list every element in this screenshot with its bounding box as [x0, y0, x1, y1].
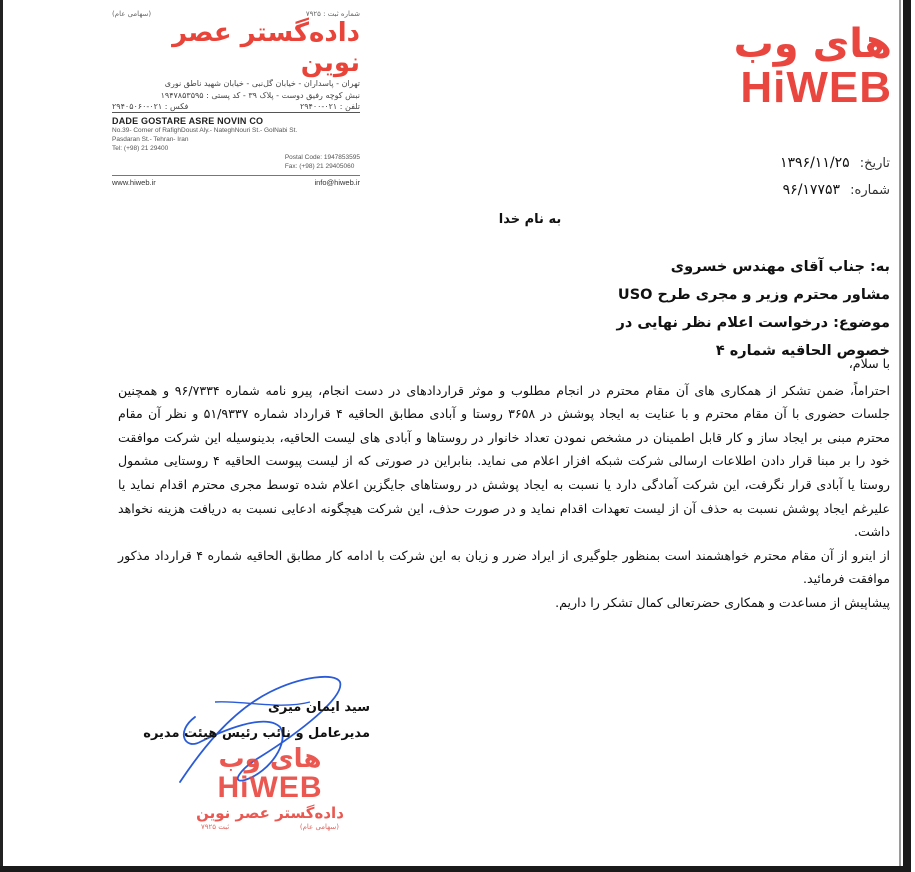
bismillah: به نام خدا: [498, 212, 562, 227]
letterhead-brand-en: DADE GOSTARE ASRE NOVIN CO: [112, 116, 264, 126]
signature-block: [120, 695, 370, 747]
hiweb-logo-en: HiWEB: [740, 63, 892, 112]
letterhead-address-en: [112, 126, 360, 153]
letterhead-web-row: [112, 175, 360, 187]
letterhead-reg-row: [112, 10, 360, 18]
date-value: ۱۳۹۶/۱۱/۲۵: [780, 155, 850, 171]
letter-body: [118, 352, 890, 615]
letterhead-tel-en: Tel: (+98) 21 29400: [112, 145, 169, 152]
letterhead-website: www.hiweb.ir: [112, 178, 156, 187]
letterhead-brand-fa: داده‌گستر عصر نوین: [172, 18, 360, 78]
letterhead-address-en-1: No.39- Corner of RafighDoust Aly.- NateghNouri St.- GolNabi St.: [112, 127, 298, 134]
stamp-type: (سهامی عام): [299, 823, 339, 831]
scan-border-bottom: [0, 866, 905, 872]
scan-border-right-inner: [899, 0, 901, 872]
letterhead-tel-row: [112, 102, 360, 113]
scan-border-left: [0, 0, 3, 872]
stamp-logo-en: HiWEB: [217, 771, 323, 804]
body-closing: پیشاپیش از مساعدت و همکاری حضرتعالی کمال تشکر را داریم.: [555, 594, 890, 610]
number-value: ۹۶/۱۷۷۵۳: [782, 182, 841, 198]
letterhead-address-en-right: [112, 153, 360, 171]
signatory-name: سید ایمان میری: [267, 700, 370, 715]
addressee-to: به: جناب آقای مهندس خسروی: [670, 259, 890, 275]
signatory-title: مدیرعامل و نائب رئیس هیئت مدیره: [143, 726, 370, 741]
hiweb-logo-fa: های وب: [733, 21, 892, 67]
date-label: تاریخ:: [859, 156, 890, 171]
stamp-footer: [195, 823, 345, 831]
addressee-role: مشاور محترم وزیر و مجری طرح USO: [617, 287, 890, 303]
number-row: [700, 177, 890, 204]
letterhead-address-fa: تهران - پاسداران - خیابان گل‌نبی - خیابان شهید ناطق نوری: [164, 79, 360, 88]
letterhead: [112, 10, 360, 187]
letter-subject: موضوع: درخواست اعلام نظر نهایی در خصوص الحاقیه شماره ۴: [616, 315, 890, 359]
letterhead-email: info@hiweb.ir: [314, 178, 360, 187]
number-label: شماره:: [850, 183, 890, 198]
body-paragraph-1: احتراماً، ضمن تشکر از همکاری های آن مقام محترم در انجام مطلوب و موثر قراردادهای در دست انجام، پیرو نامه شماره ۹۶/۷۳۳۴ و همچنین جلسات حضوری با آن مقام محترم و با عنایت به ایجاد پوشش در ۳۶۵۸ روستا و آبادی مطابق الحاقیه ۴ قرارداد شماره ۵۱/۹۳۳۷ و نظر آن مقام محترم مبنی بر ایجاد ساز و کار قابل اطمینان در مشخص نمودن تعداد خانوار در روستاها و آبادی های لیست الحاقیه، بدینوسیله این شرکت موافقت خود را بر مبنا قرار دادن اطلاعات ارسالی شرکت شبکه افزار اعلام می نماید. بنابراین در صورتی که از لیست پیوست الحاقیه ۴ روستایی مشمول روستا یا آبادی قرار نگرفت، این شرکت آمادگی دارد یا نسبت به ایجاد پوشش در روستاهای جایگزین اعلام شده توسط مجری محترم اقدام نماید یا علیرغم ایجاد پوشش نسبت به حذف آن از لیست تعهدات اقدام نماید و در صورت حذف، این شرکت هیچگونه ادعایی نسبت به دریافت هزینه نخواهد داشت.: [118, 382, 891, 540]
body-paragraph-2: از اینرو از آن مقام محترم خواهشمند است بمنظور جلوگیری از ایراد ضرر و زیان به این شرکت با ادامه کار مطابق الحاقیه شماره ۴ قرارداد مذکور موافقت فرمائید.: [118, 547, 891, 587]
stamp-logo-fa: های وب: [218, 744, 322, 774]
letterhead-fax-en: Fax: (+98) 21 29405060: [284, 163, 355, 170]
addressee-block: [560, 253, 890, 365]
company-stamp: [195, 745, 345, 831]
scan-border-right: [903, 0, 911, 872]
greeting: با سلام،: [848, 356, 890, 371]
letterhead-reg: شماره ثبت : ۷۹۲۵: [305, 10, 360, 18]
letter-meta: [700, 150, 890, 204]
date-row: [700, 150, 890, 177]
stamp-company: داده‌گستر عصر نوین: [196, 804, 344, 822]
stamp-reg: ثبت ۷۹۲۵: [201, 823, 230, 831]
letterhead-tel-fa: تلفن : ۰۲۱-۲۹۴۰۰: [299, 102, 360, 111]
letterhead-company-type: (سهامی عام): [112, 10, 152, 18]
hiweb-logo: [722, 22, 892, 110]
letterhead-address-fa-2: نبش کوچه رفیق دوست - پلاک ۳۹ - کد پستی : ۱۹۴۷۸۵۳۵۹۵: [160, 91, 360, 100]
letterhead-postal-en: Postal Code: 1947853595: [284, 154, 360, 161]
letterhead-fax-fa: فکس : ۰۲۱-۲۹۴۰۵۰۶۰: [112, 102, 189, 111]
letterhead-address-en-2: Pasdaran St.- Tehran- Iran: [112, 136, 189, 143]
